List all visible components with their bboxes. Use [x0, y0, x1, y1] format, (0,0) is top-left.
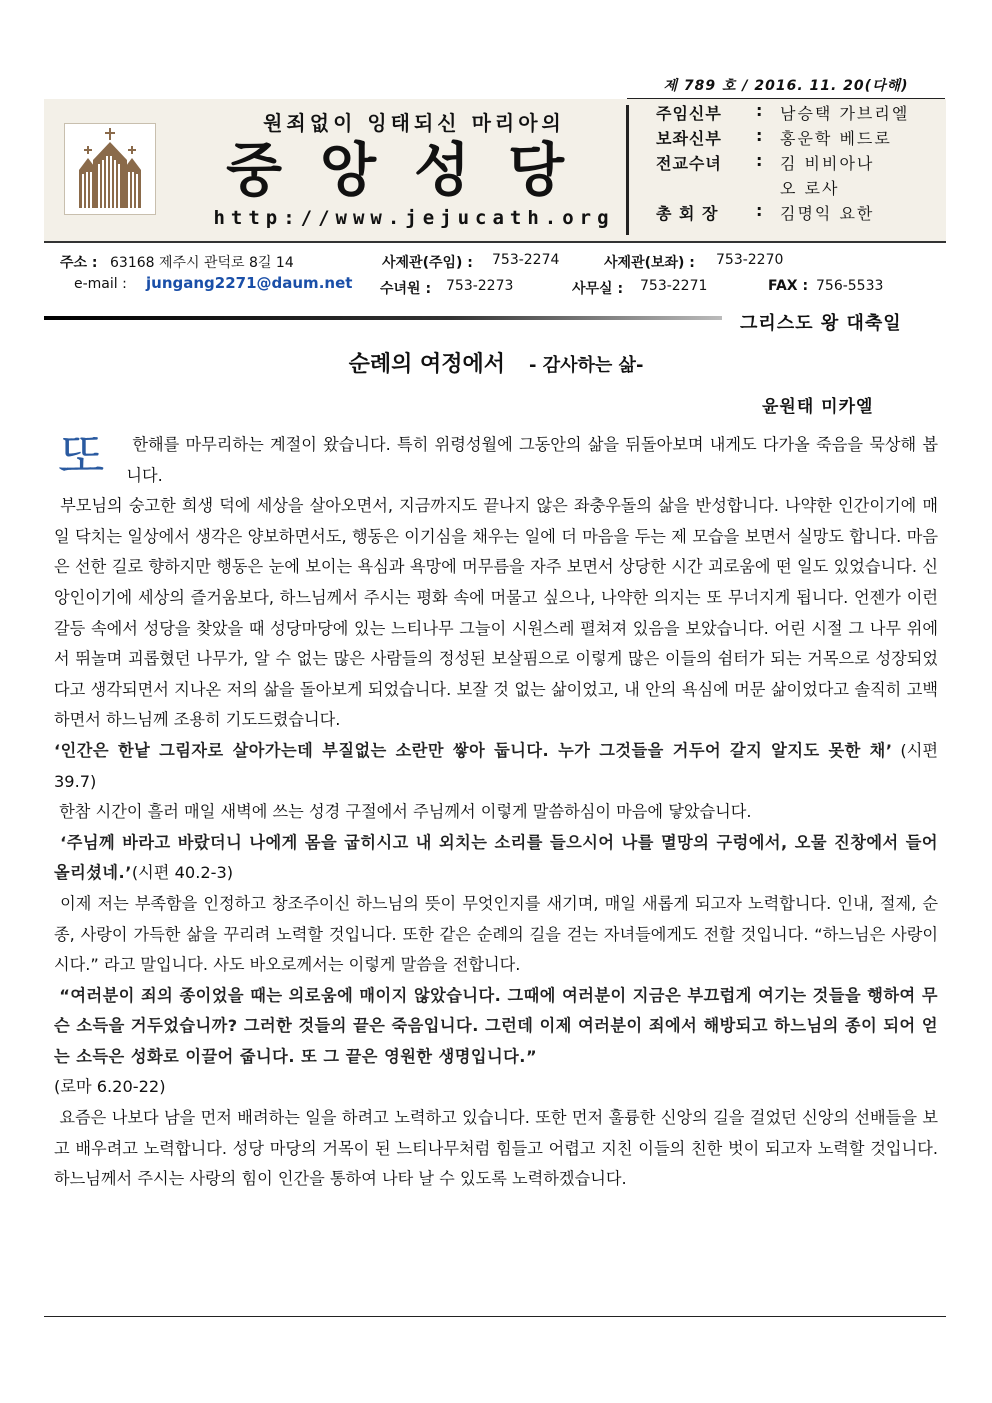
fax-label: FAX :: [768, 278, 809, 294]
staff-row-pastor: 주임신부 : 남승택 가브리엘: [656, 101, 910, 123]
rectory-main-label: 사제관(주임) :: [382, 255, 473, 271]
office-label: 사무실 :: [572, 281, 624, 297]
staff-row-sister-2: 오 로사: [780, 179, 840, 198]
convent-phone: 753-2273: [446, 278, 514, 294]
fax-number: 756-5533: [816, 278, 884, 294]
address-label: 주소 :: [60, 255, 98, 271]
website-url[interactable]: http://www.jejucath.org: [213, 207, 615, 229]
church-icon: [65, 124, 155, 214]
feast-day: 그리스도 왕 대축일: [740, 313, 902, 334]
paragraph-1: 또 한해를 마무리하는 계절이 왔습니다. 특히 위령성월에 그동안의 삶을 뒤돌아보며 내게도 다가올 죽음을 묵상해 봅니다.: [58, 428, 938, 485]
paragraph-3: 한참 시간이 흘러 매일 새벽에 쓰는 성경 구절에서 주님께서 이렇게 말씀하심이 마음에 닿았습니다.: [59, 802, 752, 822]
office-phone: 753-2271: [640, 278, 708, 294]
rectory-assist-label: 사제관(보좌) :: [604, 255, 695, 271]
church-logo: [64, 123, 156, 215]
paragraph-5: 요즘은 나보다 남을 먼저 배려하는 일을 하려고 노력하고 있습니다. 또한 먼저 훌륭한 신앙의 길을 걸었던 신앙의 선배들을 보고 배우려고 노력합니다. 성당 마당의 거목이 된 느티나무처럼 힘들고 어렵고 지친 이들의 친한 벗이 되고자 노력할 것입니다. 하느님께서 주시는 사랑의 힘이 인간을 통하여 나타 날 수 있도록 노력하겠습니다.: [54, 1108, 938, 1189]
staff-row-assistant: 보좌신부 : 홍운학 베드로: [656, 126, 892, 148]
church-title: 중앙성당: [225, 136, 603, 204]
church-subtitle: 원죄없이 잉태되신 마리아의: [263, 111, 565, 135]
staff-row-president: 총 회 장 : 김명익 요한: [656, 201, 875, 223]
staff-row-sister: 전교수녀 : 김 비비아나: [656, 151, 875, 173]
address: 63168 제주시 관덕로 8길 14: [110, 255, 294, 271]
convent-label: 수녀원 :: [380, 281, 432, 297]
bottom-rule: [44, 1316, 946, 1317]
email-label: e-mail :: [74, 276, 127, 292]
drop-cap: 또: [58, 428, 105, 484]
article-title: [0, 347, 992, 378]
issue-number: 제 789 호 / 2016. 11. 20(다해): [663, 78, 909, 94]
paragraph-4: 이제 저는 부족함을 인정하고 창조주이신 하느님의 뜻이 무엇인지를 새기며, 매일 새롭게 되고자 노력합니다. 인내, 절제, 순종, 사랑이 가득한 삶을 꾸리려 노력할 것입니다. 또한 같은 순례의 길을 걷는 자녀들에게도 전할 것입니다. “하느님은 사랑이시다.” 라고 말입니다. 사도 바오로께서는 이렇게 말씀을 전합니다.: [54, 893, 938, 975]
quote-psalm-39: ‘인간은 한낱 그림자로 살아가는데 부질없는 소란만 쌓아 둡니다. 누가 그것들을 거두어 갈지 알지도 못한 채’ (시편 39.7): [54, 740, 938, 791]
paragraph-2: 부모님의 숭고한 희생 덕에 세상을 살아오면서, 지금까지도 끝나지 않은 좌충우돌의 삶을 반성합니다. 나약한 인간이기에 매일 닥치는 일상에서 생각은 양보하면서도, 행동은 이기심을 채우는 일에 더 마음을 두는 제 모습을 보면서 실망도 합니다. 마음은 선한 길로 향하지만 행동은 눈에 보이는 욕심과 욕망에 머무름을 자주 보면서 상당한 시간 괴로움에 떤 일도 있었습니다. 신앙인이기에 세상의 즐거움보다, 하느님께서 주시는 평화 속에 머물고 싶으나, 나약한 의지는 또 무너지게 됩니다. 언젠가 이런 갈등 속에서 성당을 찾았을 때 성당마당에 있는 느티나무 그늘이 시원스레 펼쳐져 있음을 보았습니다. 어린 시절 그 나무 위에서 뛰놀며 괴롭혔던 나무가, 알 수 없는 많은 사람들의 정성된 보살핌으로 이렇게 많은 이들의 쉼터가 되는 거목으로 성장되었다고 생각되면서 지나온 저의 삶을 돌아보게 되었습니다. 보잘 것 없는 삶이었고, 내 안의 욕심에 머문 삶이었다고 솔직히 고백하면서 하느님께 조용히 기도드렸습니다.: [54, 496, 938, 730]
masthead-divider: [626, 105, 629, 235]
article-body: [54, 430, 938, 1195]
quote-psalm-40: ‘주님께 바라고 바랐더니 나에게 몸을 굽히시고 내 외치는 소리를 들으시어 나를 멸망의 구렁에서, 오물 진창에서 들어 올리셨네.’(시편 40.2-3): [54, 832, 938, 883]
staff-list: [656, 101, 941, 226]
masthead: [44, 99, 946, 243]
header-rule: [44, 316, 722, 320]
email-link[interactable]: jungang2271@daum.net: [146, 274, 353, 292]
article-author: 윤원태 미카엘: [762, 397, 874, 417]
rectory-main-phone: 753-2274: [492, 252, 560, 268]
article-title-main: 순례의 여정에서: [348, 352, 505, 377]
rectory-assist-phone: 753-2270: [716, 252, 784, 268]
article-subtitle: - 감사하는 삶-: [529, 355, 644, 376]
quote-romans: “여러분이 죄의 종이었을 때는 의로움에 매이지 않았습니다. 그때에 여러분이 지금은 부끄럽게 여기는 것들을 행하여 무슨 소득을 거두었습니까? 그러한 것들의 끝은 죽음입니다. 그런데 이제 여러분이 죄에서 해방되고 하느님의 종이 되어 얻는 소득은 성화로 이끌어 줍니다. 또 그 끝은 영원한 생명입니다.” (로마 6.20-22): [54, 985, 938, 1097]
